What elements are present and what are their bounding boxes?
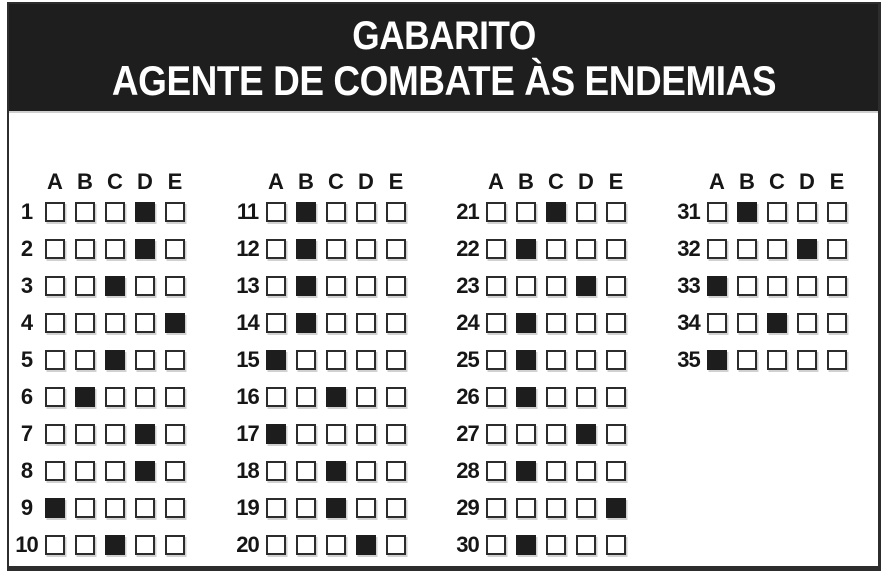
question-number: 3 <box>20 272 33 298</box>
question-row-25 <box>441 341 636 378</box>
answer-box-27-D <box>576 424 596 444</box>
answer-box-32-E <box>827 239 847 259</box>
answer-box-32-C <box>767 239 787 259</box>
answer-box-22-D <box>576 239 596 259</box>
answer-box-22-E <box>606 239 626 259</box>
answer-box-13-D <box>356 276 376 296</box>
answer-box-35-A <box>707 350 727 370</box>
answer-box-25-A <box>486 350 506 370</box>
answer-box-19-D <box>356 498 376 518</box>
answer-box-22-C <box>546 239 566 259</box>
question-row-15 <box>221 341 416 378</box>
answer-box-31-B <box>737 202 757 222</box>
question-row-8 <box>0 452 195 489</box>
option-letter-C: C <box>328 169 344 194</box>
answer-box-3-B <box>75 276 95 296</box>
answer-box-33-B <box>737 276 757 296</box>
answer-box-28-C <box>546 461 566 481</box>
question-number: 13 <box>236 272 259 298</box>
answer-box-10-B <box>75 535 95 555</box>
answer-box-25-D <box>576 350 596 370</box>
question-number: 23 <box>456 272 479 298</box>
answer-box-4-B <box>75 313 95 333</box>
question-number: 11 <box>236 198 259 224</box>
question-row-10 <box>0 526 195 563</box>
answer-box-18-D <box>356 461 376 481</box>
answer-box-20-D <box>356 535 376 555</box>
question-number: 2 <box>20 235 33 261</box>
question-row-31 <box>662 193 857 230</box>
answer-box-18-C <box>326 461 346 481</box>
option-letter-D: D <box>358 169 374 194</box>
answer-box-15-E <box>386 350 406 370</box>
answer-box-7-B <box>75 424 95 444</box>
question-row-30 <box>441 526 636 563</box>
question-number: 4 <box>20 309 33 335</box>
answer-box-2-E <box>165 239 185 259</box>
answer-box-23-C <box>546 276 566 296</box>
answer-box-23-A <box>486 276 506 296</box>
answer-box-35-C <box>767 350 787 370</box>
option-letter-C: C <box>107 169 123 194</box>
answer-box-9-A <box>45 498 65 518</box>
answer-box-19-E <box>386 498 406 518</box>
answer-box-23-E <box>606 276 626 296</box>
answer-box-28-B <box>516 461 536 481</box>
answer-box-16-B <box>296 387 316 407</box>
option-letters-row <box>221 170 416 193</box>
option-letter-B: B <box>298 169 314 194</box>
answer-box-20-E <box>386 535 406 555</box>
answer-box-11-C <box>326 202 346 222</box>
answer-box-16-D <box>356 387 376 407</box>
answer-box-6-A <box>45 387 65 407</box>
page-subtitle: AGENTE DE COMBATE ÀS ENDEMIAS <box>111 57 777 104</box>
question-row-22 <box>441 230 636 267</box>
answer-box-2-B <box>75 239 95 259</box>
answer-box-7-A <box>45 424 65 444</box>
answer-box-2-D <box>135 239 155 259</box>
option-letter-A: A <box>47 169 63 194</box>
answer-box-9-B <box>75 498 95 518</box>
option-letter-A: A <box>268 169 284 194</box>
question-row-21 <box>441 193 636 230</box>
answer-box-14-A <box>266 313 286 333</box>
answer-box-10-D <box>135 535 155 555</box>
question-row-27 <box>441 415 636 452</box>
answer-box-8-A <box>45 461 65 481</box>
option-letter-D: D <box>799 169 815 194</box>
answer-box-14-C <box>326 313 346 333</box>
answer-box-18-A <box>266 461 286 481</box>
answer-box-17-B <box>296 424 316 444</box>
question-number: 9 <box>20 494 33 520</box>
question-number: 31 <box>677 198 700 224</box>
question-number: 22 <box>456 235 479 261</box>
question-number: 35 <box>677 346 700 372</box>
answer-box-29-D <box>576 498 596 518</box>
answer-box-11-E <box>386 202 406 222</box>
question-number: 27 <box>456 420 479 446</box>
answer-box-4-E <box>165 313 185 333</box>
question-row-29 <box>441 489 636 526</box>
option-letter-E: E <box>167 169 183 194</box>
answer-box-3-E <box>165 276 185 296</box>
answer-box-26-A <box>486 387 506 407</box>
answer-box-19-B <box>296 498 316 518</box>
answer-box-2-C <box>105 239 125 259</box>
answer-box-11-D <box>356 202 376 222</box>
question-number: 1 <box>20 198 33 224</box>
answer-box-1-C <box>105 202 125 222</box>
question-row-14 <box>221 304 416 341</box>
question-row-26 <box>441 378 636 415</box>
answer-box-31-D <box>797 202 817 222</box>
question-row-34 <box>662 304 857 341</box>
answer-box-7-C <box>105 424 125 444</box>
answer-box-30-E <box>606 535 626 555</box>
answer-box-16-A <box>266 387 286 407</box>
answer-box-21-D <box>576 202 596 222</box>
answer-box-11-A <box>266 202 286 222</box>
answer-box-24-D <box>576 313 596 333</box>
question-number: 24 <box>456 309 479 335</box>
answer-box-1-D <box>135 202 155 222</box>
answer-box-10-E <box>165 535 185 555</box>
question-row-23 <box>441 267 636 304</box>
question-number: 25 <box>456 346 479 372</box>
question-number: 7 <box>20 420 33 446</box>
answer-box-5-E <box>165 350 185 370</box>
question-number: 32 <box>677 235 700 261</box>
answer-box-21-B <box>516 202 536 222</box>
answer-box-31-C <box>767 202 787 222</box>
answer-box-14-E <box>386 313 406 333</box>
answer-box-12-E <box>386 239 406 259</box>
answer-box-20-C <box>326 535 346 555</box>
answer-box-24-B <box>516 313 536 333</box>
answer-box-23-B <box>516 276 536 296</box>
answer-box-24-A <box>486 313 506 333</box>
answer-box-5-C <box>105 350 125 370</box>
answer-box-30-B <box>516 535 536 555</box>
question-row-32 <box>662 230 857 267</box>
answer-box-13-E <box>386 276 406 296</box>
answer-box-12-A <box>266 239 286 259</box>
answer-box-6-C <box>105 387 125 407</box>
question-number: 5 <box>20 346 33 372</box>
answer-box-20-A <box>266 535 286 555</box>
option-letter-E: E <box>388 169 404 194</box>
answer-box-30-A <box>486 535 506 555</box>
answer-box-7-E <box>165 424 185 444</box>
question-number: 33 <box>677 272 700 298</box>
answer-box-4-D <box>135 313 155 333</box>
answer-box-21-E <box>606 202 626 222</box>
answer-box-28-D <box>576 461 596 481</box>
question-number: 12 <box>236 235 259 261</box>
answer-box-30-D <box>576 535 596 555</box>
option-letter-D: D <box>578 169 594 194</box>
answer-box-26-C <box>546 387 566 407</box>
answer-box-19-A <box>266 498 286 518</box>
answer-box-8-B <box>75 461 95 481</box>
option-letter-B: B <box>518 169 534 194</box>
answer-box-24-C <box>546 313 566 333</box>
question-row-11 <box>221 193 416 230</box>
answer-box-33-C <box>767 276 787 296</box>
answer-box-1-E <box>165 202 185 222</box>
answer-box-15-B <box>296 350 316 370</box>
answer-box-17-A <box>266 424 286 444</box>
answer-box-27-C <box>546 424 566 444</box>
answer-box-24-E <box>606 313 626 333</box>
question-number: 21 <box>456 198 479 224</box>
answer-group-4 <box>662 170 857 378</box>
answer-box-3-D <box>135 276 155 296</box>
answer-box-34-C <box>767 313 787 333</box>
answer-box-23-D <box>576 276 596 296</box>
question-row-24 <box>441 304 636 341</box>
answer-box-7-D <box>135 424 155 444</box>
answer-box-16-E <box>386 387 406 407</box>
answer-box-12-B <box>296 239 316 259</box>
question-row-13 <box>221 267 416 304</box>
answer-box-6-D <box>135 387 155 407</box>
answer-box-27-E <box>606 424 626 444</box>
answer-box-17-C <box>326 424 346 444</box>
answer-box-1-B <box>75 202 95 222</box>
header-banner <box>7 2 881 113</box>
answer-box-17-D <box>356 424 376 444</box>
question-number: 14 <box>236 309 259 335</box>
option-letters-row <box>441 170 636 193</box>
question-row-19 <box>221 489 416 526</box>
answer-box-8-E <box>165 461 185 481</box>
answer-box-28-E <box>606 461 626 481</box>
answer-box-34-A <box>707 313 727 333</box>
question-number: 28 <box>456 457 479 483</box>
answer-box-30-C <box>546 535 566 555</box>
answer-box-25-C <box>546 350 566 370</box>
answer-box-1-A <box>45 202 65 222</box>
question-number: 16 <box>236 383 259 409</box>
answer-box-33-D <box>797 276 817 296</box>
question-row-5 <box>0 341 195 378</box>
question-row-16 <box>221 378 416 415</box>
answer-group-1 <box>0 170 195 563</box>
question-row-35 <box>662 341 857 378</box>
question-row-1 <box>0 193 195 230</box>
answer-box-15-C <box>326 350 346 370</box>
answer-box-34-E <box>827 313 847 333</box>
answer-box-10-A <box>45 535 65 555</box>
answer-box-8-D <box>135 461 155 481</box>
question-row-28 <box>441 452 636 489</box>
answer-box-14-D <box>356 313 376 333</box>
answer-box-22-B <box>516 239 536 259</box>
answer-box-35-D <box>797 350 817 370</box>
answer-box-9-E <box>165 498 185 518</box>
option-letter-B: B <box>739 169 755 194</box>
option-letter-A: A <box>709 169 725 194</box>
answer-box-4-C <box>105 313 125 333</box>
option-letter-B: B <box>77 169 93 194</box>
answer-box-20-B <box>296 535 316 555</box>
answer-box-32-B <box>737 239 757 259</box>
option-letter-E: E <box>829 169 845 194</box>
answer-box-5-D <box>135 350 155 370</box>
answer-box-17-E <box>386 424 406 444</box>
answer-box-26-D <box>576 387 596 407</box>
answer-box-35-B <box>737 350 757 370</box>
answer-box-25-B <box>516 350 536 370</box>
question-number: 19 <box>236 494 259 520</box>
answer-box-21-C <box>546 202 566 222</box>
question-number: 17 <box>236 420 259 446</box>
answer-box-15-D <box>356 350 376 370</box>
answer-box-8-C <box>105 461 125 481</box>
answer-box-6-B <box>75 387 95 407</box>
answer-box-35-E <box>827 350 847 370</box>
answer-box-27-A <box>486 424 506 444</box>
question-row-17 <box>221 415 416 452</box>
answer-group-2 <box>221 170 416 563</box>
option-letter-E: E <box>608 169 624 194</box>
question-number: 15 <box>236 346 259 372</box>
answer-box-34-D <box>797 313 817 333</box>
answer-box-13-B <box>296 276 316 296</box>
question-number: 26 <box>456 383 479 409</box>
answer-box-29-C <box>546 498 566 518</box>
answer-box-18-E <box>386 461 406 481</box>
answer-box-21-A <box>486 202 506 222</box>
question-row-2 <box>0 230 195 267</box>
answer-box-15-A <box>266 350 286 370</box>
answer-box-6-E <box>165 387 185 407</box>
question-number: 30 <box>456 531 479 557</box>
answer-box-14-B <box>296 313 316 333</box>
answer-box-29-A <box>486 498 506 518</box>
answer-box-25-E <box>606 350 626 370</box>
question-row-4 <box>0 304 195 341</box>
answer-box-29-E <box>606 498 626 518</box>
question-row-6 <box>0 378 195 415</box>
answer-box-33-A <box>707 276 727 296</box>
answer-box-5-B <box>75 350 95 370</box>
option-letter-D: D <box>137 169 153 194</box>
answer-box-16-C <box>326 387 346 407</box>
answer-box-12-D <box>356 239 376 259</box>
answer-box-18-B <box>296 461 316 481</box>
page-title: GABARITO <box>352 14 536 58</box>
question-number: 29 <box>456 494 479 520</box>
answer-grid <box>0 170 887 560</box>
option-letter-C: C <box>769 169 785 194</box>
answer-box-5-A <box>45 350 65 370</box>
question-row-18 <box>221 452 416 489</box>
question-row-7 <box>0 415 195 452</box>
question-row-9 <box>0 489 195 526</box>
answer-box-32-A <box>707 239 727 259</box>
answer-box-26-B <box>516 387 536 407</box>
question-number: 6 <box>20 383 33 409</box>
question-number: 10 <box>15 531 38 557</box>
answer-box-13-A <box>266 276 286 296</box>
question-number: 18 <box>236 457 259 483</box>
answer-box-32-D <box>797 239 817 259</box>
answer-box-2-A <box>45 239 65 259</box>
answer-box-12-C <box>326 239 346 259</box>
answer-group-3 <box>441 170 636 563</box>
answer-box-9-C <box>105 498 125 518</box>
option-letters-row <box>0 170 195 193</box>
option-letter-C: C <box>548 169 564 194</box>
question-number: 8 <box>20 457 33 483</box>
answer-box-3-C <box>105 276 125 296</box>
answer-box-10-C <box>105 535 125 555</box>
answer-box-27-B <box>516 424 536 444</box>
question-number: 20 <box>236 531 259 557</box>
answer-box-26-E <box>606 387 626 407</box>
answer-box-29-B <box>516 498 536 518</box>
question-row-3 <box>0 267 195 304</box>
question-number: 34 <box>677 309 700 335</box>
answer-box-3-A <box>45 276 65 296</box>
answer-box-9-D <box>135 498 155 518</box>
answer-box-19-C <box>326 498 346 518</box>
answer-box-34-B <box>737 313 757 333</box>
answer-box-31-E <box>827 202 847 222</box>
answer-box-28-A <box>486 461 506 481</box>
answer-box-31-A <box>707 202 727 222</box>
option-letters-row <box>662 170 857 193</box>
answer-box-33-E <box>827 276 847 296</box>
answer-box-4-A <box>45 313 65 333</box>
answer-box-11-B <box>296 202 316 222</box>
question-row-12 <box>221 230 416 267</box>
answer-box-22-A <box>486 239 506 259</box>
question-row-33 <box>662 267 857 304</box>
option-letter-A: A <box>488 169 504 194</box>
question-row-20 <box>221 526 416 563</box>
answer-box-13-C <box>326 276 346 296</box>
